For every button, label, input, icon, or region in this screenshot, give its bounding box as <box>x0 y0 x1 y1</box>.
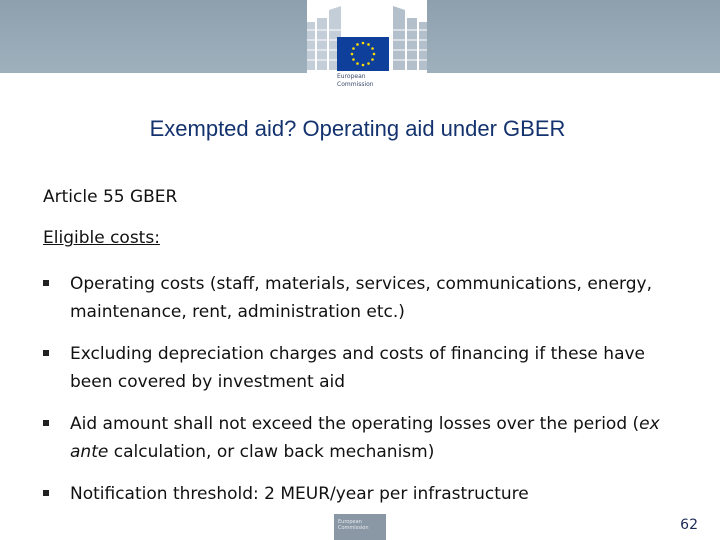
bullet-list <box>43 270 683 522</box>
bullet-item <box>43 410 683 466</box>
eu-star <box>371 47 374 50</box>
footer-logo-text: European Commission <box>338 519 369 531</box>
bullet-text-part: Aid amount shall not exceed the operating losses over the period ( <box>70 414 640 434</box>
eu-star <box>371 58 374 61</box>
eu-star <box>352 58 355 61</box>
bullet-text: Excluding depreciation charges and costs of financing if these have been covered by investment aid <box>70 344 646 392</box>
eu-star <box>356 62 359 65</box>
bullet-item <box>43 270 683 326</box>
eu-star <box>367 62 370 65</box>
eu-star <box>356 43 359 46</box>
bullet-square-icon <box>43 420 49 426</box>
bullet-square-icon <box>43 350 49 356</box>
bullet-text: Notification threshold: 2 MEUR/year per infrastructure <box>70 484 529 504</box>
article-reference: Article 55 GBER <box>43 187 178 207</box>
bullet-square-icon <box>43 280 49 286</box>
bullet-text-part: calculation, or claw back mechanism) <box>108 442 435 462</box>
eu-star <box>362 64 365 67</box>
bullet-text-italic: ex ante <box>70 414 660 462</box>
european-commission-logo <box>307 0 427 97</box>
page-number: 62 <box>680 517 698 533</box>
eligible-costs-heading: Eligible costs: <box>43 228 160 248</box>
bullet-item <box>43 340 683 396</box>
eu-star <box>352 47 355 50</box>
logo-line-1: European <box>337 73 366 80</box>
eu-star <box>373 53 376 56</box>
footer-logo <box>334 514 386 540</box>
bullet-text <box>70 414 660 462</box>
eu-star <box>362 42 365 45</box>
logo-text <box>337 73 374 89</box>
eu-star <box>351 53 354 56</box>
logo-line-2: Commission <box>337 81 374 88</box>
bullet-text: Operating costs (staff, materials, services, communications, energy, maintenance, rent, administration etc.) <box>70 274 652 322</box>
bullet-square-icon <box>43 490 49 496</box>
bullet-item <box>43 480 683 508</box>
eu-star <box>367 43 370 46</box>
slide-title: Exempted aid? Operating aid under GBER <box>149 116 566 141</box>
